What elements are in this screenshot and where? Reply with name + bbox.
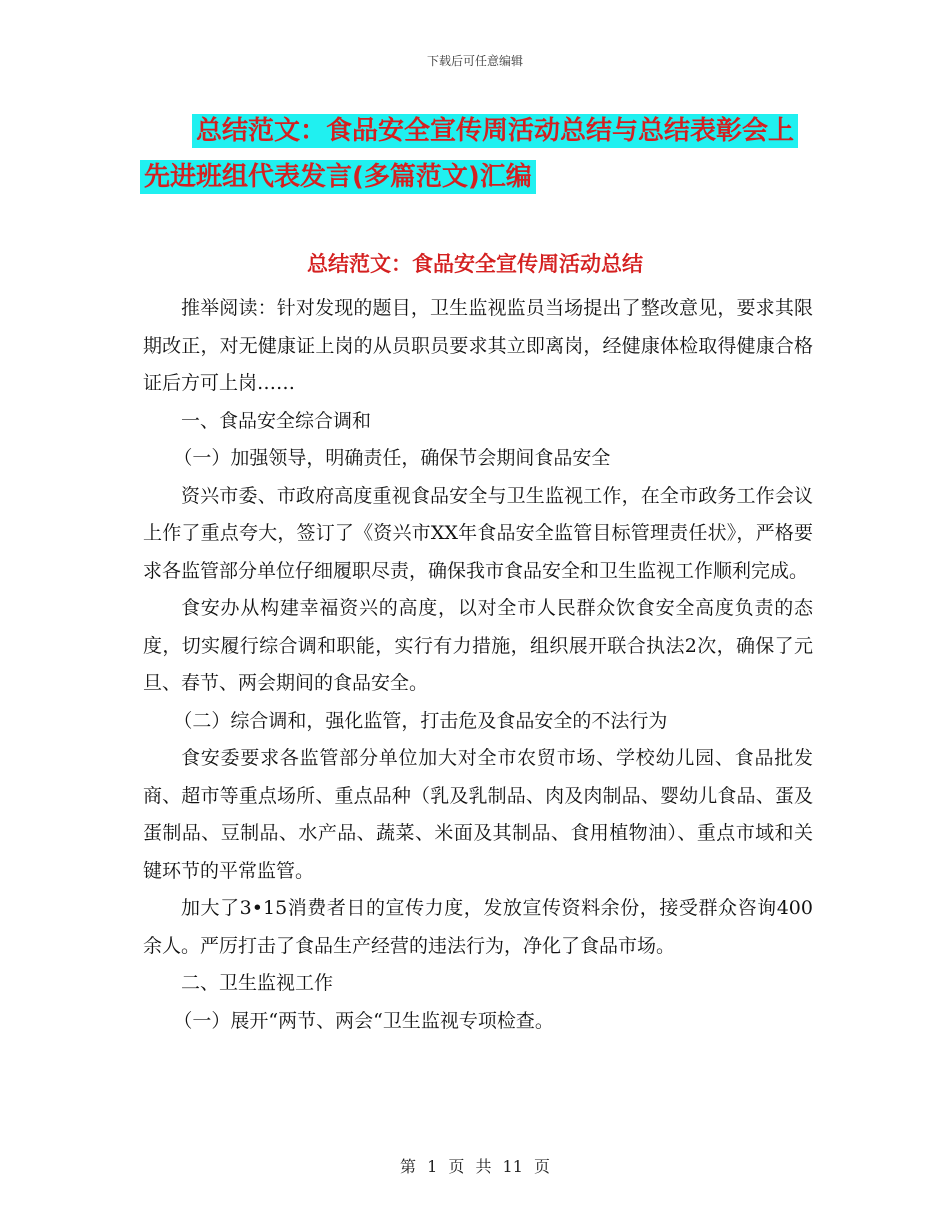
paragraph-body: 食安委要求各监管部分单位加大对全市农贸市场、学校幼儿园、食品批发商、超市等重点场所、重点品种（乳及乳制品、肉及肉制品、婴幼儿食品、蛋及蛋制品、豆制品、水产品、蔬菜、米面及其制品、食用植物油）、重点市域和关键环节的平常监管。 xyxy=(143,747,813,882)
subheading-2-1: （一）展开“两节、两会“卫生监视专项检查。 xyxy=(173,1009,554,1032)
paragraph-body: 资兴市委、市政府高度重视食品安全与卫生监视工作，在全市政务工作会议上作了重点夸大，签订了《资兴市XX年食品安全监管目标管理责任状》，严格要求各监管部分单位仔细履职尽责，确保我市食品安全和卫生监视工作顺利完成。 xyxy=(143,484,813,582)
page-header-note: 下载后可任意编辑 xyxy=(426,54,523,68)
document-title-line-1 xyxy=(140,108,840,154)
subheading-1-1: （一）加强领导，明确责任，确保节会期间食品安全 xyxy=(173,447,611,469)
paragraph-body: 食安办从构建幸福资兴的高度，以对全市人民群众饮食安全高度负责的态度，切实履行综合调和职能，实行有力措施，组织展开联合执法2次，确保了元旦、春节、两会期间的食品安全。 xyxy=(143,597,813,694)
page-number-footer: 第 1 页 共 11 页 xyxy=(400,1157,550,1176)
document-title-line-2 xyxy=(140,154,840,200)
heading-section-2: 二、卫生监视工作 xyxy=(181,972,334,994)
subheading-1-2: （二）综合调和，强化监管，打击危及食品安全的不法行为 xyxy=(173,709,668,732)
document-title xyxy=(140,108,840,200)
paragraph-body: 加大了3•15消费者日的宣传力度，发放宣传资料余份，接受群众咨询400余人。严厉打击了食品生产经营的违法行为，净化了食品市场。 xyxy=(143,897,813,957)
paragraph-intro: 推举阅读：针对发现的题目，卫生监视监员当场提出了整改意见，要求其限期改正，对无健康证上岗的从员职员要求其立即离岗，经健康体检取得健康合格证后方可上岗…… xyxy=(143,297,813,394)
title-highlight-2: 先进班组代表发言(多篇范文)汇编 xyxy=(140,160,536,194)
heading-section-1: 一、食品安全综合调和 xyxy=(181,409,372,432)
section-title: 总结范文：食品安全宣传周活动总结 xyxy=(307,252,643,276)
title-highlight-1: 总结范文：食品安全宣传周活动总结与总结表彰会上 xyxy=(192,114,798,148)
document-body xyxy=(143,290,813,1040)
